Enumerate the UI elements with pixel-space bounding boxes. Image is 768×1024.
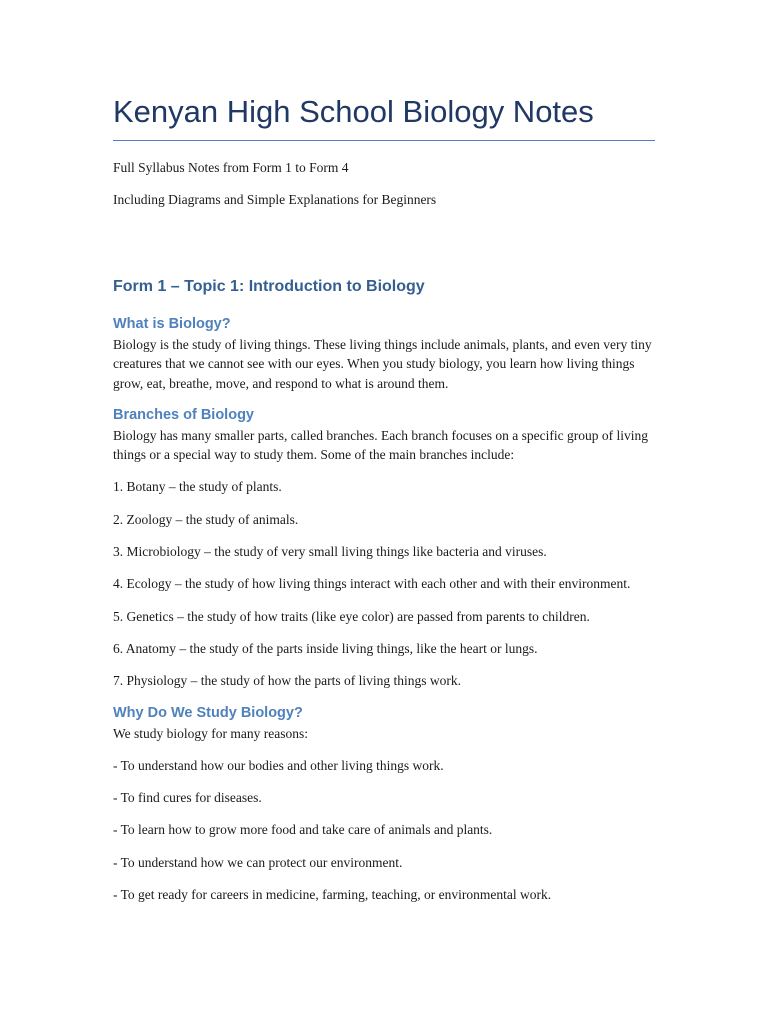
document-content	[113, 92, 655, 904]
list-item-reason: - To find cures for diseases.	[113, 790, 262, 806]
list-item-branch: 4. Ecology – the study of how living things interact with each other and with their environment.	[113, 576, 631, 592]
list-item-reason: - To understand how our bodies and other living things work.	[113, 757, 444, 773]
list-item-reason: - To get ready for careers in medicine, farming, teaching, or environmental work.	[113, 887, 552, 903]
section-heading-branches: Branches of Biology	[113, 406, 254, 423]
section-heading-why-study: Why Do We Study Biology?	[113, 704, 303, 721]
list-item-branch: 5. Genetics – the study of how traits (like eye color) are passed from parents to children.	[113, 608, 590, 624]
topic-heading: Form 1 – Topic 1: Introduction to Biology	[113, 278, 425, 295]
list-item-branch: 3. Microbiology – the study of very small living things like bacteria and viruses.	[113, 544, 547, 560]
list-item-branch: 7. Physiology – the study of how the parts of living things work.	[113, 673, 461, 689]
list-item-reason: - To understand how we can protect our environment.	[113, 854, 403, 870]
list-item-branch: 2. Zoology – the study of animals.	[113, 511, 299, 527]
document-subtitle-secondary: Including Diagrams and Simple Explanations for Beginners	[113, 192, 437, 207]
list-item-reason: - To learn how to grow more food and take care of animals and plants.	[113, 822, 493, 838]
document-subtitle: Full Syllabus Notes from Form 1 to Form 4	[113, 160, 349, 175]
section-paragraph-branches: Biology has many smaller parts, called branches. Each branch focuses on a specific group of living things or a special way to study them. Some of the main branches include:	[113, 427, 648, 463]
section-paragraph-why-study: We study biology for many reasons:	[113, 725, 309, 741]
list-item-branch: 6. Anatomy – the study of the parts inside living things, like the heart or lungs.	[113, 640, 538, 656]
section-paragraph-what-is-biology: Biology is the study of living things. These living things include animals, plants, and even very tiny creatures that we cannot see with our eyes. When you study biology, you learn how living things grow, eat, breathe, move, and respond to what is around them.	[113, 337, 652, 391]
document-title: Kenyan High School Biology Notes	[113, 92, 655, 141]
list-item-branch: 1. Botany – the study of plants.	[113, 479, 282, 495]
section-heading-what-is-biology: What is Biology?	[113, 316, 231, 332]
